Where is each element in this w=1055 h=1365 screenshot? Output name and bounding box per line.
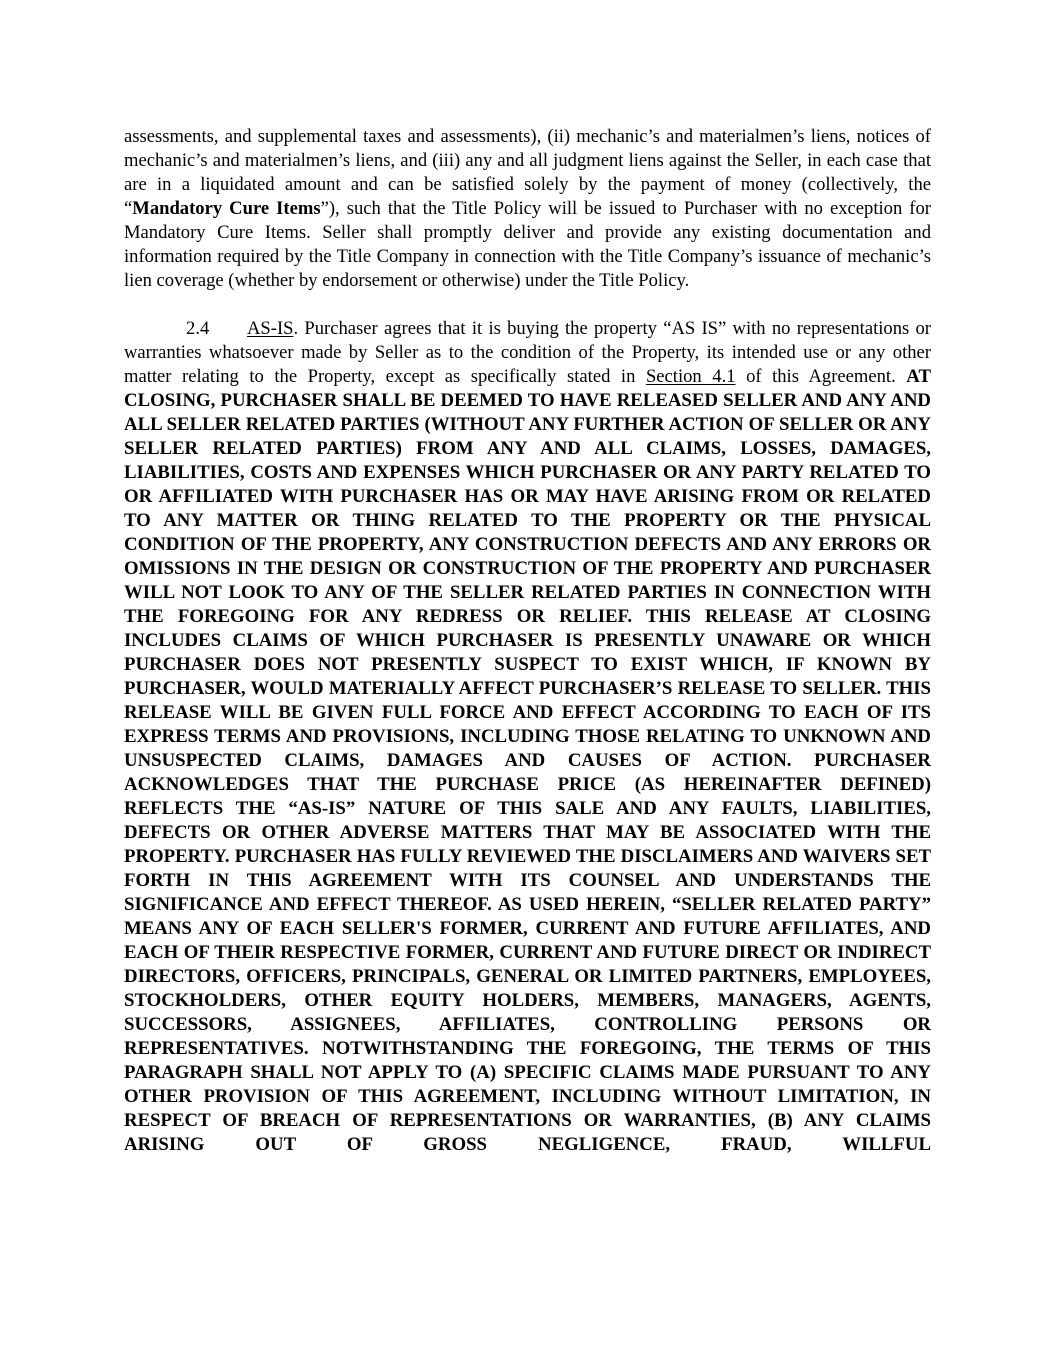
section-heading: AS-IS: [247, 318, 294, 339]
document-page: [124, 125, 931, 1157]
paragraph-text-after-term: ”), such that the Title Policy will be issued to Purchaser with no exception for Mandatory Cure Items. Seller shall promptly deliver and provide any existing documentation and information required by the Title Company in connection with the Title Company’s issuance of mechanic’s lien coverage (whether by endorsement or otherwise) under the Title Policy.: [124, 198, 931, 291]
release-clause-text: AT CLOSING, PURCHASER SHALL BE DEEMED TO HAVE RELEASED SELLER AND ANY AND ALL SELLER RELATED PARTIES (WITHOUT ANY FURTHER ACTION OF SELLER OR ANY SELLER RELATED PARTIES) FROM ANY AND ALL CLAIMS, LOSSES, DAMAGES, LIABILITIES, COSTS AND EXPENSES WHICH PURCHASER OR ANY PARTY RELATED TO OR AFFILIATED WITH PURCHASER HAS OR MAY HAVE ARISING FROM OR RELATED TO ANY MATTER OR THING RELATED TO THE PROPERTY OR THE PHYSICAL CONDITION OF THE PROPERTY, ANY CONSTRUCTION DEFECTS AND ANY ERRORS OR OMISSIONS IN THE DESIGN OR CONSTRUCTION OF THE PROPERTY AND PURCHASER WILL NOT LOOK TO ANY OF THE SELLER RELATED PARTIES IN CONNECTION WITH THE FOREGOING FOR ANY REDRESS OR RELIEF. THIS RELEASE AT CLOSING INCLUDES CLAIMS OF WHICH PURCHASER IS PRESENTLY UNAWARE OR WHICH PURCHASER DOES NOT PRESENTLY SUSPECT TO EXIST WHICH, IF KNOWN BY PURCHASER, WOULD MATERIALLY AFFECT PURCHASER’S RELEASE TO SELLER. THIS RELEASE WILL BE GIVEN FULL FORCE AND EFFECT ACCORDING TO EACH OF ITS EXPRESS TERMS AND PROVISIONS, INCLUDING THOSE RELATING TO UNKNOWN AND UNSUSPECTED CLAIMS, DAMAGES AND CAUSES OF ACTION. PURCHASER ACKNOWLEDGES THAT THE PURCHASE PRICE (AS HEREINAFTER DEFINED) REFLECTS THE “AS-IS” NATURE OF THIS SALE AND ANY FAULTS, LIABILITIES, DEFECTS OR OTHER ADVERSE MATTERS THAT MAY BE ASSOCIATED WITH THE PROPERTY. PURCHASER HAS FULLY REVIEWED THE DISCLAIMERS AND WAIVERS SET FORTH IN THIS AGREEMENT WITH ITS COUNSEL AND UNDERSTANDS THE SIGNIFICANCE AND EFFECT THEREOF. AS USED HEREIN, “SELLER RELATED PARTY” MEANS ANY OF EACH SELLER'S FORMER, CURRENT AND FUTURE AFFILIATES, AND EACH OF THEIR RESPECTIVE FORMER, CURRENT AND FUTURE DIRECT OR INDIRECT DIRECTORS, OFFICERS, PRINCIPALS, GENERAL OR LIMITED PARTNERS, EMPLOYEES, STOCKHOLDERS, OTHER EQUITY HOLDERS, MEMBERS, MANAGERS, AGENTS, SUCCESSORS, ASSIGNEES, AFFILIATES, CONTROLLING PERSONS OR REPRESENTATIVES. NOTWITHSTANDING THE FOREGOING, THE TERMS OF THIS PARAGRAPH SHALL NOT APPLY TO (A) SPECIFIC CLAIMS MADE PURSUANT TO ANY OTHER PROVISION OF THIS AGREEMENT, INCLUDING WITHOUT LIMITATION, IN RESPECT OF BREACH OF REPRESENTATIONS OR WARRANTIES, (B) ANY CLAIMS ARISING OUT OF GROSS NEGLIGENCE, FRAUD, WILLFUL: [124, 366, 931, 1155]
section-2-4-as-is: [124, 317, 931, 1157]
paragraph-title-continuation: [124, 125, 931, 293]
section-number: 2.4: [186, 318, 210, 339]
section-cross-reference: Section 4.1: [645, 366, 736, 387]
section-intro-text: Purchaser agrees that it is buying the property “AS IS” with no representations or warranties whatsoever made by Seller as to the condition of the Property, its intended use or any other matter relating to the Property, except as specifically stated in: [124, 318, 931, 387]
paragraph-text-before-term: assessments, and supplemental taxes and assessments), (ii) mechanic’s and materialmen’s liens, notices of mechanic’s and materialmen’s liens, and (iii) any and all judgment liens against the Seller, in each case that are in a liquidated amount and can be satisfied solely by the payment of money (collectively, the “: [124, 126, 931, 219]
section-heading-suffix: .: [293, 318, 305, 339]
section-ref-suffix: of this Agreement.: [735, 366, 907, 387]
defined-term-mandatory-cure-items: Mandatory Cure Items: [132, 198, 321, 219]
